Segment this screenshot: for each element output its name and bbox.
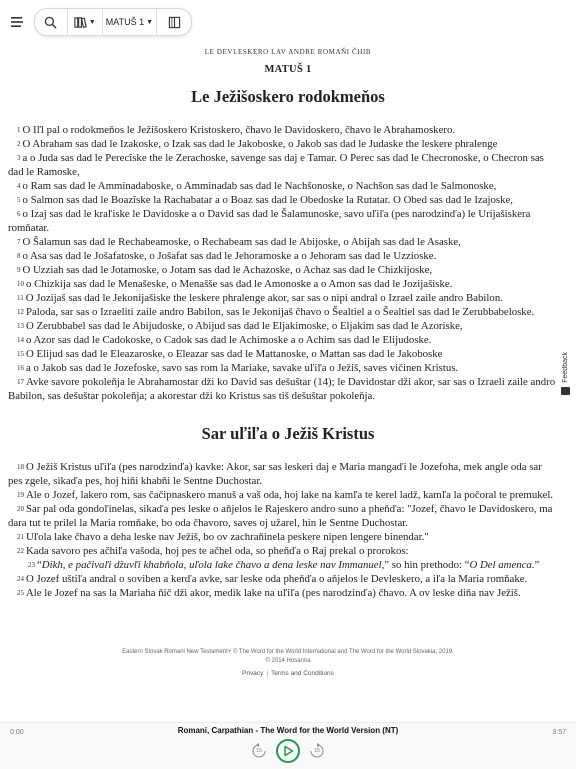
verse[interactable] — [8, 123, 556, 137]
book-chapter-selector[interactable] — [103, 9, 157, 35]
verse-number: 23 — [28, 561, 35, 569]
terms-link[interactable]: Terms and Conditions — [271, 670, 334, 677]
play-button[interactable] — [276, 739, 300, 763]
feedback-icon — [561, 387, 570, 395]
verse[interactable] — [8, 151, 556, 179]
chevron-down-icon: ▼ — [88, 18, 96, 26]
verse-text: O Zerubbabel sas dad le Abijudoske, o Abijud sas dad le Eljakimoske, o Eljakim sas dad le Azoriske, — [26, 320, 463, 332]
verse-block — [8, 123, 556, 403]
verse-text: o Salmon sas dad le Boazîske la Rachabatar a o Boaz sas dad le Obedoske la Rutatar. O Obed sas dad le Izajoske, — [22, 194, 514, 206]
verse[interactable] — [8, 137, 556, 151]
verse[interactable] — [8, 558, 556, 572]
copyright-line: Eastern Slovak Romani New Testament+ © The Word for the World International and The Word for the World Slovakia, 2019. — [122, 649, 454, 655]
verse[interactable] — [8, 460, 556, 488]
verse[interactable] — [8, 530, 556, 544]
privacy-link[interactable]: Privacy — [242, 670, 264, 677]
verse[interactable] — [8, 249, 556, 263]
verse-text: o Izaj sas dad le kraľiske le Davidoske a o David sas dad le Šalamunoske, savo uľiľa (pes narodzinďa) le Urijašiskera romňatar. — [8, 208, 531, 234]
verse-number: 18 — [17, 463, 24, 471]
verse-number: 16 — [17, 364, 24, 372]
verse-text: Ale o Jozef, lakero rom, sas čačipnaskero manuš a vaš oda, hoj lake na kamľa te kerel ladž, kamľa la počoral te premukel. — [26, 489, 554, 501]
verse-text: Uľola lake čhavo a deha leske nav Ježiš, bo ov zachraňinela peskere nipen lengere binendar." — [26, 531, 429, 543]
audio-player — [0, 722, 576, 769]
quoted-scripture: O Del amenca. — [469, 559, 535, 571]
verse[interactable] — [8, 361, 556, 375]
total-time: 3:57 — [552, 729, 566, 736]
verse-number: 7 — [17, 238, 21, 246]
verse[interactable] — [8, 347, 556, 361]
verse-text: o Chizkija sas dad le Menašeske, o Menašše sas dad le Amonoske a o Amon sas dad le Jozijašiske. — [26, 278, 453, 290]
verse-number: 22 — [17, 547, 24, 555]
verse-number: 10 — [17, 280, 24, 288]
verse[interactable] — [8, 179, 556, 193]
verse-number: 2 — [17, 140, 21, 148]
verse[interactable] — [8, 291, 556, 305]
verse-text: o Asa sas dad le Jošafatoske, o Jošafat sas dad le Jehoramoske a o Jehoram sas dad le Uzzioske. — [22, 250, 437, 262]
verse[interactable] — [8, 586, 556, 600]
elapsed-time: 0:00 — [10, 729, 24, 736]
verse[interactable] — [8, 277, 556, 291]
verse[interactable] — [8, 235, 556, 249]
skip-back-button[interactable] — [250, 742, 268, 760]
verse-number: 12 — [17, 308, 24, 316]
skip-back-seconds: 15 — [256, 748, 262, 754]
copyright-notice — [0, 648, 576, 666]
feedback-tab[interactable] — [558, 352, 572, 408]
verse-number: 5 — [17, 196, 21, 204]
verse-number: 20 — [17, 505, 24, 513]
verse-text: O Jozijaš sas dad le Jekonijašiske the leskere phralenge akor, sar sas o nipi andral o Izrael zaile andro Babilon. — [25, 292, 503, 304]
verse-number: 11 — [17, 294, 24, 302]
verse-number: 4 — [17, 182, 21, 190]
verse-text: ” — [534, 559, 540, 571]
verse[interactable] — [8, 193, 556, 207]
top-toolbar — [0, 0, 576, 44]
player-controls — [0, 737, 576, 765]
verse-block — [8, 460, 556, 600]
verse[interactable] — [8, 544, 556, 558]
verse[interactable] — [8, 263, 556, 277]
verse[interactable] — [8, 375, 556, 403]
verse-text: O Šalamun sas dad le Rechabeamoske, o Rechabeam sas dad le Abijoske, o Abijah sas dad le Asaske, — [22, 236, 461, 248]
verse[interactable] — [8, 207, 556, 235]
search-icon — [44, 16, 57, 29]
verse-number: 15 — [17, 350, 24, 358]
verse-number: 13 — [17, 322, 24, 330]
search-button[interactable] — [35, 9, 67, 35]
parallel-view-button[interactable] — [157, 9, 191, 35]
hamburger-menu-icon[interactable] — [7, 12, 27, 32]
verse-text: O Jozef uštiľa andral o soviben a kerďa avke, sar leske oda pheňďa o aňjelos le Devleskero, a iľa la Maria romňake. — [26, 573, 528, 585]
reader-navigation-pill — [34, 8, 192, 36]
verse-text: o Azor sas dad le Cadokoske, o Cadok sas dad le Achimoske a o Achim sas dad le Elijudoske. — [26, 334, 432, 346]
chapter-title: MATUŠ 1 — [264, 64, 312, 75]
skip-forward-button[interactable] — [308, 742, 326, 760]
verse[interactable] — [8, 305, 556, 319]
copyright-line: © 2014 Hosanna — [265, 658, 311, 664]
verse-number: 1 — [17, 126, 21, 134]
verse-number: 14 — [17, 336, 24, 344]
skip-forward-seconds: 15 — [314, 748, 320, 754]
verse[interactable] — [8, 572, 556, 586]
version-selector-button[interactable] — [68, 9, 102, 35]
verse-text: O Abraham sas dad le Izakoske, o Izak sas dad le Jakoboske, o Jakob sas dad le Judaske the leskere phralenge — [22, 138, 498, 150]
verse-number: 21 — [17, 533, 24, 541]
verse-number: 24 — [17, 575, 24, 583]
verse-number: 25 — [17, 589, 24, 597]
verse-text: O Elijud sas dad le Eleazaroske, o Eleazar sas dad le Mattanoske, o Mattan sas dad le Jakoboske — [26, 348, 443, 360]
divider: | — [266, 670, 269, 677]
quoted-scripture: Dikh, e pačivaľi džuvľi khabňola, uľola lake čhavo a dena leske nav Immanuel, — [41, 559, 385, 571]
library-books-icon — [74, 16, 87, 29]
verse-number: 6 — [17, 210, 21, 218]
verse-number: 9 — [17, 266, 21, 274]
verse-text: a o Jakob sas dad le Jozefoske, savo sas rom la Mariake, savake uľiľa o Ježiš, saves vičinen Kristus. — [26, 362, 459, 374]
book-chapter-label: MATUŠ 1 — [105, 17, 145, 27]
verse[interactable] — [8, 488, 556, 502]
verse[interactable] — [8, 333, 556, 347]
section-heading: Sar uľiľa o Ježiš Kristus — [201, 424, 375, 443]
verse-text: O Ježiš Kristus uľiľa (pes narodzinďa) kavke: Akor, sar sas leskeri daj e Maria mangaďi le Jozefoha, mek angle oda sar pes zgele, sikaďa pes, hoj hiňi khabňi le Sentne Duchostar. — [8, 461, 542, 487]
verse-text: Sar pal oda gondoľinelas, sikaďa pes leske o aňjelos le Rajeskero andro suno a pheňďa: "Jozef, čhavo le Davidoskero, ma dara tut te prilel la Maria romňake, bo oda čhavoro, saves oj užarel, hin le Sentne Duchostar. — [8, 503, 553, 529]
verse[interactable] — [8, 502, 556, 530]
verse-text: a o Juda sas dad le Perecîske the le Zerachoske, savenge sas daj e Tamar. O Perec sas dad le Checronoske, o Checron sas dad le Ramoske, — [8, 152, 544, 178]
verse-text: Paloda, sar sas o Izraeliti zaile andro Babilon, sas le Jekonijaš čhavo o Šealtiel a o Šealtiel sas dad le Zerubbabeloske. — [26, 306, 535, 318]
verse-text: O Iľl pal o rodokmeňos le Ježišoskero Kristoskero, čhavo le Davidoskero, čhavo le Abrahamoskero. — [22, 124, 456, 136]
verse-number: 8 — [17, 252, 21, 260]
verse-number: 3 — [17, 154, 21, 162]
audio-title: Romani, Carpathian - The Word for the World Version (NT) — [177, 726, 399, 735]
verse-text: Avke savore pokoleňja le Abrahamostar dži ko David sas dešuštar (14); le Davidostar dži akor, sar sas o Izraeli zaile andro Babilon, sas dešuštar pokoleňja; a akorestar dži ko Kristus sas tiš dešuštar pokoleňja. — [8, 376, 556, 402]
verse-number: 19 — [17, 491, 24, 499]
parallel-columns-icon — [168, 16, 181, 29]
section-heading: Le Ježišoskero rodokmeňos — [191, 87, 385, 106]
chevron-down-icon: ▼ — [146, 18, 154, 26]
verse-text: “ — [37, 559, 42, 571]
play-icon — [282, 745, 294, 757]
running-head: LE DEVLESKERO LAV ANDRE ROMAŇI ČHIB — [204, 48, 372, 56]
verse-text: ” so hin prethodo: “ — [384, 559, 470, 571]
feedback-label: Feedback — [561, 352, 569, 383]
verse-text: o Ram sas dad le Amminadaboske, o Amminadab sas dad le Nachšonoske, o Nachšon sas dad le Salmonoske, — [22, 180, 497, 192]
verse[interactable] — [8, 319, 556, 333]
verse-text: O Uzziah sas dad le Jotamoske, o Jotam sas dad le Achazoske, o Achaz sas dad le Chizkijoske, — [22, 264, 433, 276]
verse-text: Kada savoro pes ačhiľa vašoda, hoj pes te ačhel oda, so pheňďa o Raj prekal o prorokos: — [26, 545, 409, 557]
legal-links — [0, 670, 576, 677]
verse-number: 17 — [17, 378, 24, 386]
verse-text: Ale le Jozef na sas la Mariaha ňič dži akor, medik lake na uľiľa (pes narodzinďa) čhavo. A ov leske diňa nav Ježiš. — [26, 587, 521, 599]
